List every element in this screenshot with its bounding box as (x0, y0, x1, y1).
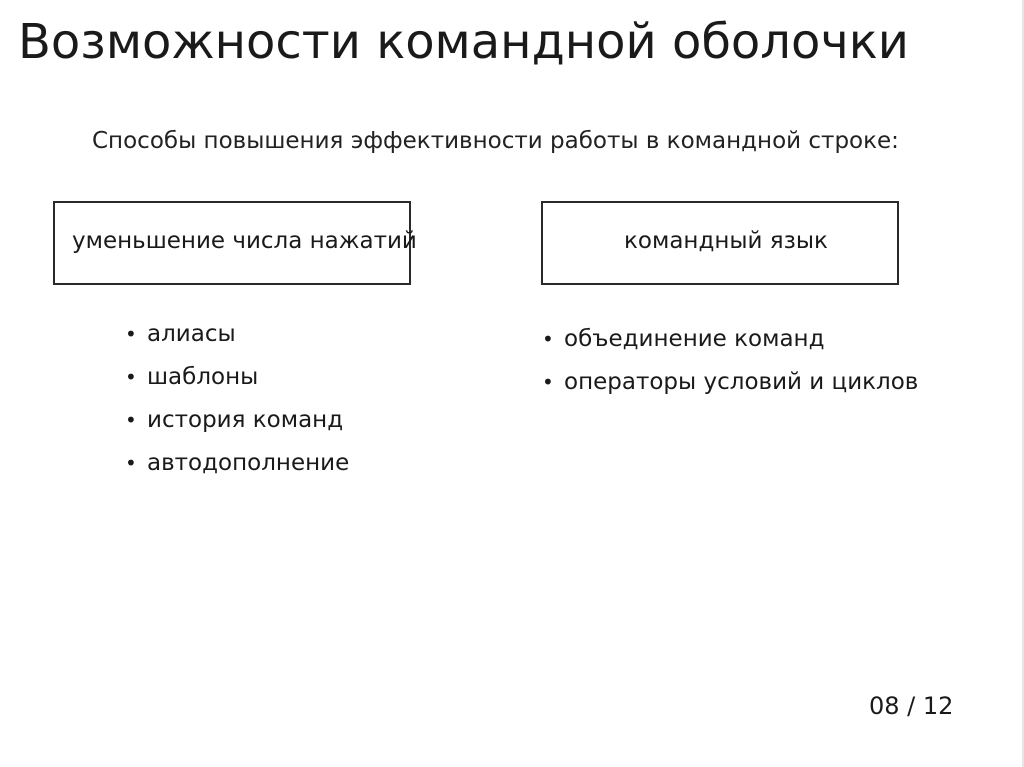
bullet-item: • автодополнение (125, 442, 349, 485)
slide-subtitle: Способы повышения эффективности работы в командной строке: (92, 128, 899, 154)
bullet-item: • шаблоны (125, 356, 349, 399)
left-bullet-list (125, 313, 349, 485)
page-number: 08 / 12 (869, 692, 954, 720)
bullet-item: • история команд (125, 399, 349, 442)
right-bullet-list (542, 318, 918, 404)
slide-title: Возможности командной оболочки (18, 14, 909, 70)
bullet-item: • операторы условий и циклов (542, 361, 918, 404)
right-concept-label: командный язык (624, 228, 828, 254)
bullet-item: • алиасы (125, 313, 349, 356)
left-concept-label: уменьшение числа нажатий (72, 228, 417, 254)
bullet-item: • объединение команд (542, 318, 918, 361)
